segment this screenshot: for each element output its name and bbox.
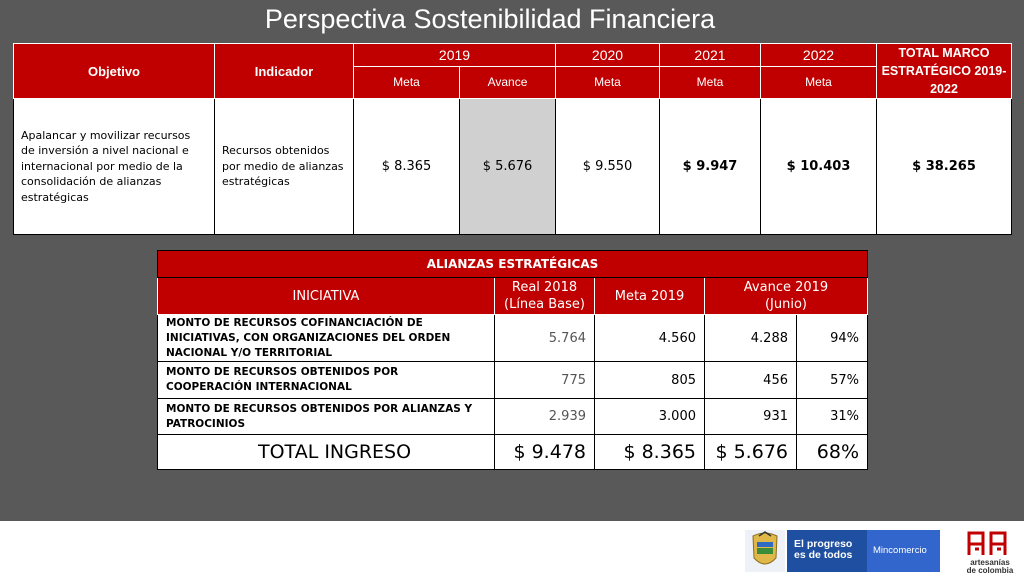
- cell-meta-2019: $ 8.365: [354, 99, 460, 235]
- header-meta-2019: Meta 2019: [595, 278, 705, 315]
- total-real: $ 9.478: [495, 435, 595, 470]
- row-meta: 4.560: [595, 315, 705, 362]
- subheader-meta-2020: Meta: [556, 66, 660, 98]
- cell-objetivo: Apalancar y movilizar recursos de inversión a nivel nacional e internacional por medio de la consolidación de alianzas estratégicas: [14, 99, 215, 235]
- alliances-title: ALIANZAS ESTRATÉGICAS: [158, 251, 868, 278]
- gov-slogan-line2: es de todos: [794, 549, 853, 561]
- government-logo: [745, 530, 940, 572]
- header-indicador: Indicador: [215, 44, 354, 99]
- row-meta: 3.000: [595, 399, 705, 435]
- colombia-shield-icon: [745, 530, 785, 572]
- row-avance: 931: [705, 399, 797, 435]
- cell-total: $ 38.265: [877, 99, 1012, 235]
- row-name: MONTO DE RECURSOS OBTENIDOS POR COOPERACIÓN INTERNACIONAL: [158, 362, 495, 399]
- artesanias-mark-icon: [961, 529, 1019, 559]
- subheader-avance-2019: Avance: [460, 66, 556, 98]
- subheader-meta-2021: Meta: [660, 66, 761, 98]
- brand-line1: artesanías: [970, 558, 1010, 567]
- slide-title: Perspectiva Sostenibilidad Financiera: [264, 4, 716, 34]
- row-pct: 94%: [797, 315, 868, 362]
- total-pct: 68%: [797, 435, 868, 470]
- total-avance: $ 5.676: [705, 435, 797, 470]
- subheader-meta-2022: Meta: [761, 66, 877, 98]
- cell-meta-2020: $ 9.550: [556, 99, 660, 235]
- header-year-2020: 2020: [556, 44, 660, 67]
- artesanias-logo: [961, 529, 1019, 573]
- row-pct: 57%: [797, 362, 868, 399]
- row-name: MONTO DE RECURSOS COFINANCIACIÓN DE INICIATIVAS, CON ORGANIZACIONES DEL ORDEN NACIONAL Y/O TERRITORIAL: [158, 315, 495, 362]
- row-meta: 805: [595, 362, 705, 399]
- total-row: [158, 435, 868, 470]
- cell-meta-2022: $ 10.403: [761, 99, 877, 235]
- row-real: 2.939: [495, 399, 595, 435]
- row-pct: 31%: [797, 399, 868, 435]
- table-row: [158, 315, 868, 362]
- brand-line2: de colombia: [966, 566, 1014, 575]
- header-avance-2019: Avance 2019 (Junio): [705, 278, 868, 315]
- header-objetivo: Objetivo: [14, 44, 215, 99]
- total-meta: $ 8.365: [595, 435, 705, 470]
- total-label: TOTAL INGRESO: [158, 435, 495, 470]
- row-real: 775: [495, 362, 595, 399]
- header-year-2019: 2019: [354, 44, 556, 67]
- table-row: [158, 362, 868, 399]
- header-real-2018: Real 2018 (Línea Base): [495, 278, 595, 315]
- ministry-name: Mincomercio: [873, 545, 927, 556]
- gov-slogan-line1: El progreso: [794, 538, 853, 550]
- row-name: MONTO DE RECURSOS OBTENIDOS POR ALIANZAS Y PATROCINIOS: [158, 399, 495, 435]
- row-avance: 456: [705, 362, 797, 399]
- header-year-2021: 2021: [660, 44, 761, 67]
- header-year-2022: 2022: [761, 44, 877, 67]
- objectives-table: [13, 43, 1012, 235]
- cell-indicador: Recursos obtenidos por medio de alianzas estratégicas: [215, 99, 354, 235]
- table-row: [158, 399, 868, 435]
- subheader-meta-2019: Meta: [354, 66, 460, 98]
- header-iniciativa: INICIATIVA: [158, 278, 495, 315]
- header-total: TOTAL MARCO ESTRATÉGICO 2019-2022: [877, 44, 1012, 99]
- row-avance: 4.288: [705, 315, 797, 362]
- row-real: 5.764: [495, 315, 595, 362]
- cell-avance-2019: $ 5.676: [460, 99, 556, 235]
- cell-meta-2021: $ 9.947: [660, 99, 761, 235]
- alliances-table: [157, 250, 868, 470]
